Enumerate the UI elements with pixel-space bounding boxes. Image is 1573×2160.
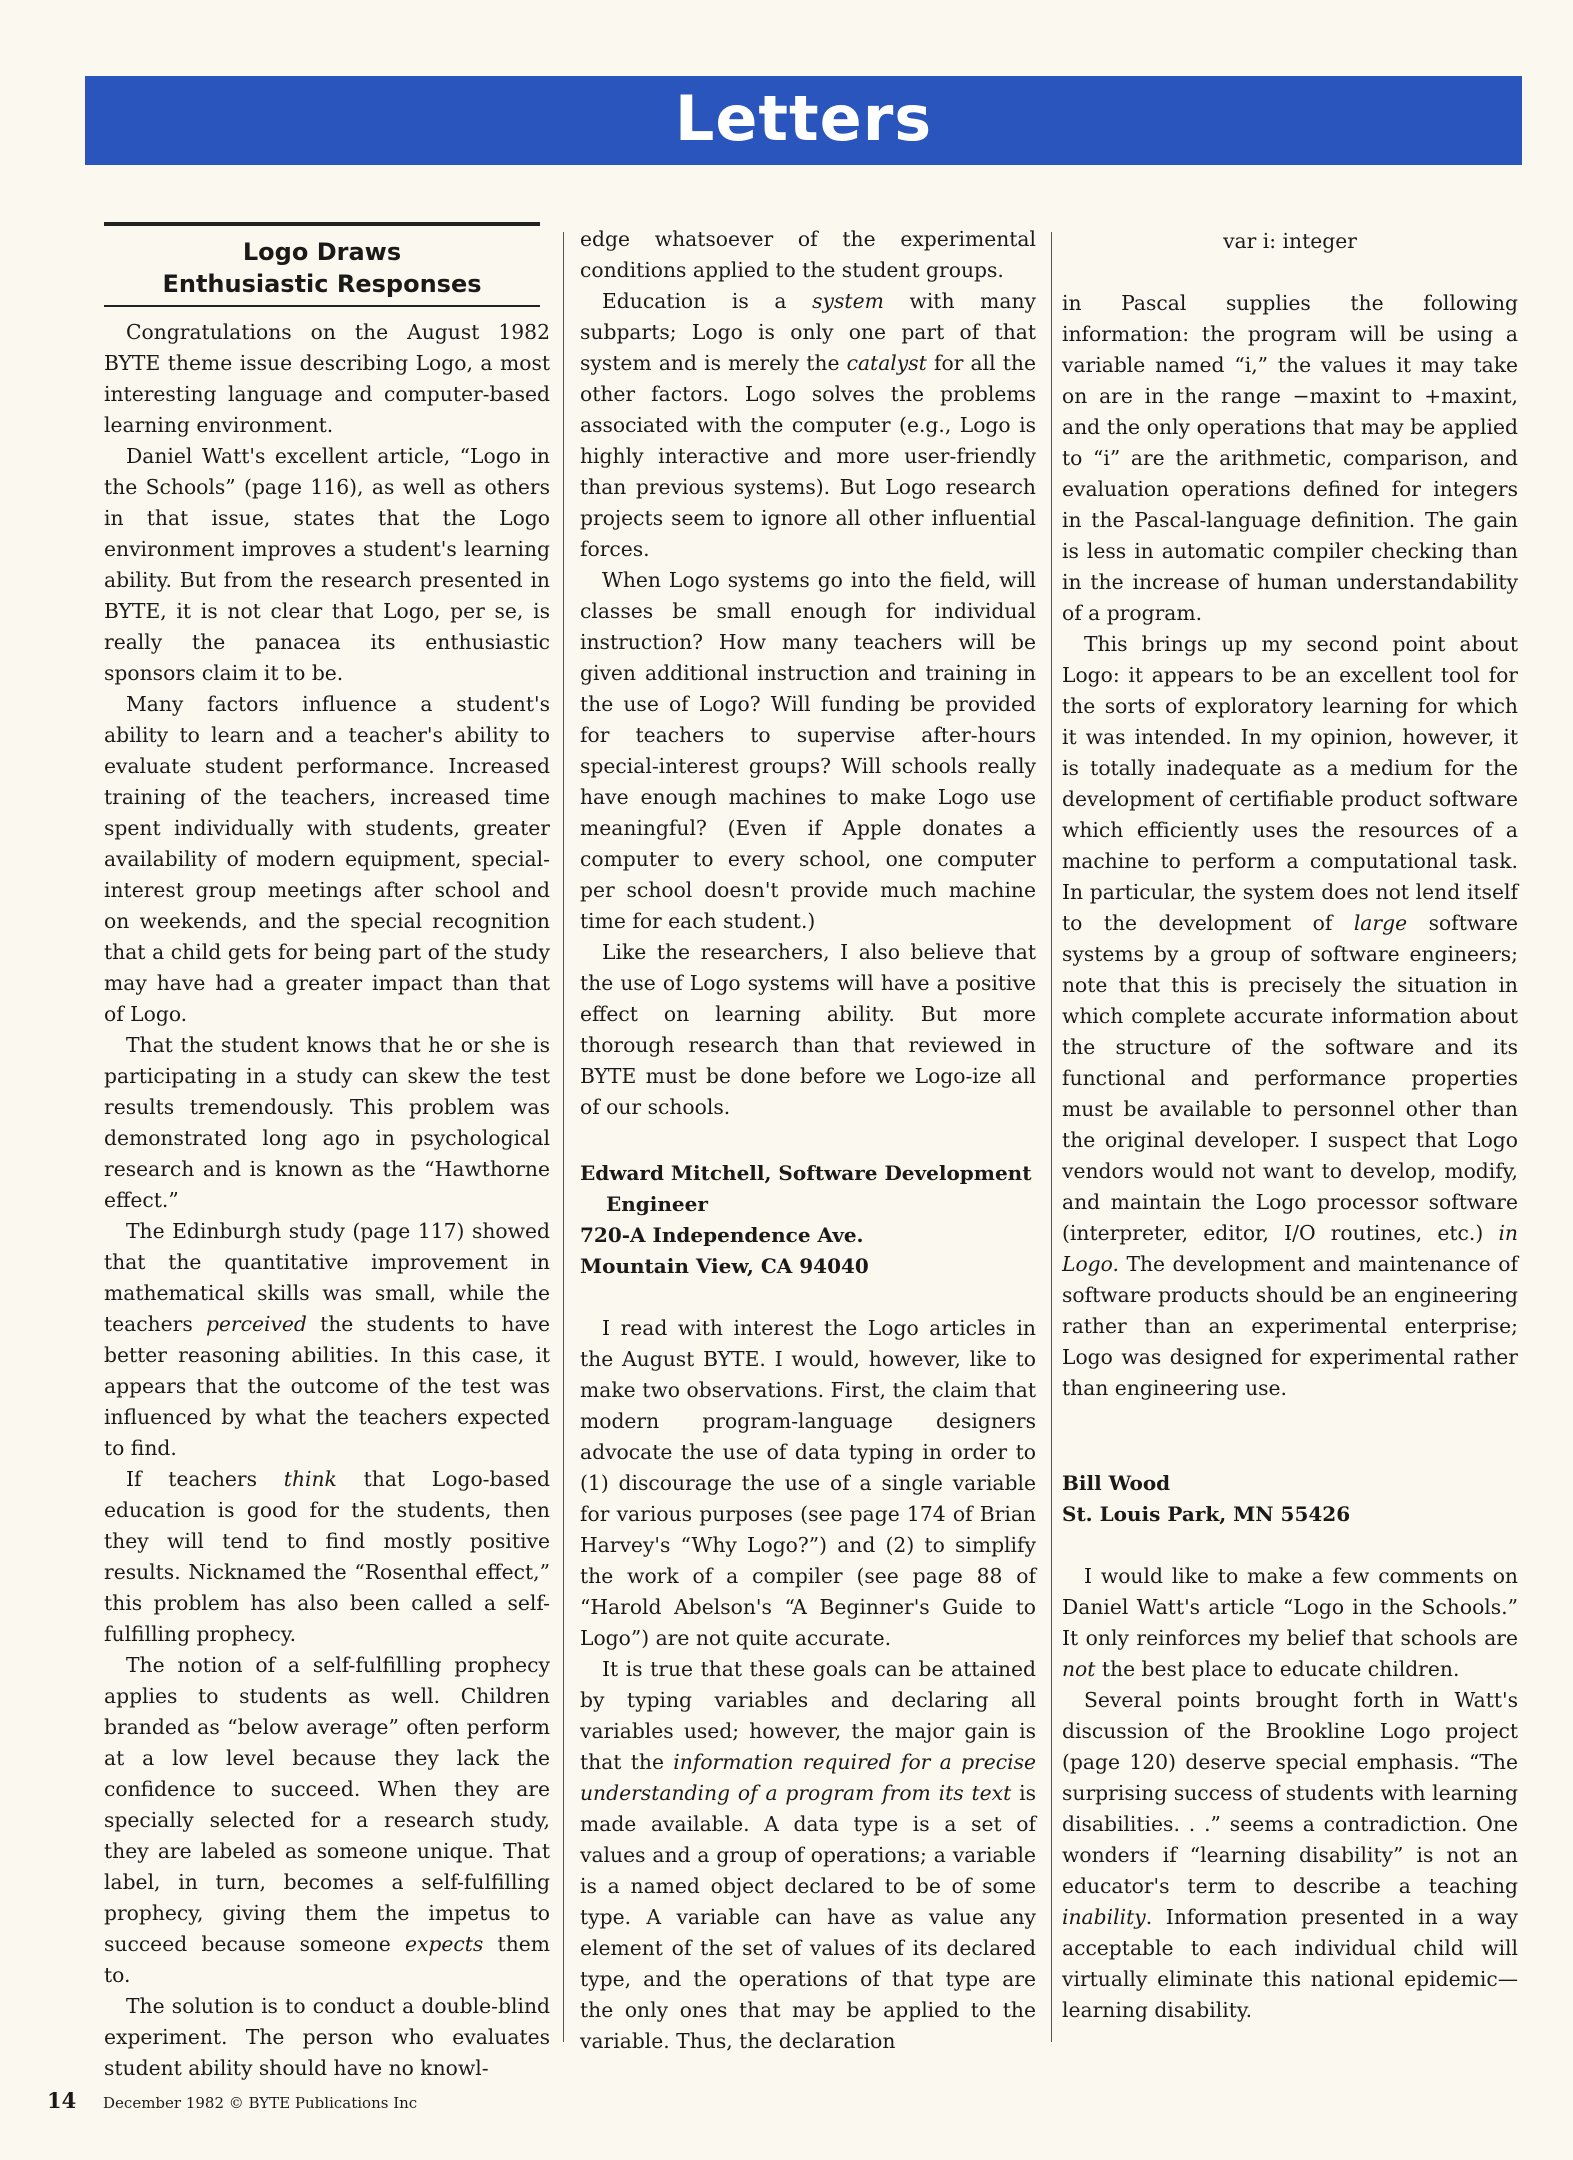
paragraph bbox=[1062, 629, 1518, 1404]
text-run: I would like to make a few comments on Daniel Watt's article “Logo in the Schools.” It only reinforces my belief that schools are bbox=[1062, 1564, 1518, 1650]
signature-title: Engineer bbox=[606, 1192, 708, 1216]
paragraph bbox=[104, 1991, 550, 2084]
letter-2-continued bbox=[1062, 288, 1518, 1404]
paragraph bbox=[1062, 288, 1518, 629]
text-run: The Edinburgh study (page 117) showed that the quantitative improvement in mathematical skills was small, while the teachers bbox=[104, 1219, 550, 1336]
paragraph bbox=[580, 1313, 1036, 1654]
text-run: them to. bbox=[104, 1932, 550, 1987]
emphasized-text: large bbox=[1353, 911, 1408, 935]
paragraph bbox=[580, 1654, 1036, 2057]
signature-name: Edward Mitchell, Software Development bbox=[580, 1161, 1032, 1185]
paragraph bbox=[580, 937, 1036, 1123]
text-run: When Logo systems go into the field, will classes be small enough for individual instruction? How many teachers will be given additional instruction and training in the use of Logo? Will funding be provided for teachers to supervise after-hours special-interest groups? Will schools really have enough machines to make Logo use meaningful? (Even if Apple donates a computer to every school, one computer per school doesn't provide much machine time for each student.) bbox=[580, 568, 1036, 933]
text-run: in Pascal supplies the following information: the program will be using a variable named “i,” the values it may take on are in the range −maxint to +maxint, and the only operations that may be applied to “i” are the arithmetic, comparison, and evaluation operations defined for integers in the Pascal-language definition. The gain is less in automatic compiler checking than in the increase of human understandability of a program. bbox=[1062, 291, 1518, 625]
text-run: software systems by a group of software engineers; note that this is precisely the situation in which complete accurate information about the structure of the software and its functional and performance properties must be available to personnel other than the original developer. I suspect that Logo vendors would not want to develop, modify, and maintain the Logo processor software (interpreter, editor, I/O routines, etc.) bbox=[1062, 911, 1518, 1245]
text-run: the students to have better reasoning abilities. In this case, it appears that the outcome of the test was influenced by what the teachers expected to find. bbox=[104, 1312, 550, 1460]
signature-1 bbox=[580, 1158, 1036, 1282]
text-run: The solution is to conduct a double-blind experiment. The person who evaluates student ability should have no knowl- bbox=[104, 1994, 550, 2080]
emphasized-text: catalyst bbox=[846, 351, 927, 375]
letter-1-continued bbox=[580, 224, 1036, 1123]
text-run: This brings up my second point about Logo: it appears to be an excellent tool for the sorts of exploratory learning for which it was intended. In my opinion, however, it is totally inadequate as a medium for the development of certifiable product software which efficiently uses the resources of a machine to perform a computational task. In particular, the system does not lend itself to the development of bbox=[1062, 632, 1518, 935]
signature-2 bbox=[1062, 1468, 1518, 1530]
emphasized-text: in Logo. bbox=[1062, 1221, 1518, 1276]
page-number: 14 bbox=[47, 2088, 77, 2113]
text-run: Education is a bbox=[602, 289, 813, 313]
text-run: edge whatsoever of the experimental conditions applied to the student groups. bbox=[580, 227, 1036, 282]
heading-line-2: Enthusiastic Responses bbox=[162, 270, 482, 298]
letter-3-body bbox=[1062, 1561, 1518, 2026]
emphasized-text: information required for a precise understanding of a program from its text bbox=[580, 1750, 1036, 1805]
emphasized-text: think bbox=[283, 1467, 337, 1491]
text-run: If teachers bbox=[126, 1467, 284, 1491]
signature-address-line-2: Mountain View, CA 94040 bbox=[580, 1254, 869, 1278]
page-footer bbox=[47, 2088, 417, 2113]
text-run: The notion of a self-fulfilling prophecy applies to students as well. Children branded as “below average” often perform at a low level because they lack the confidence to succeed. When they are specially selected for a research study, they are labeled as someone unique. That label, in turn, becomes a self-fulfilling prophecy, giving them the impetus to succeed because someone bbox=[104, 1653, 550, 1956]
paragraph bbox=[104, 689, 550, 1030]
column-1 bbox=[104, 0, 551, 2080]
text-run: that Logo-based education is good for the students, then they will tend to find mostly positive results. Nicknamed the “Rosenthal effect,” this problem has also been called a self-fulfilling prophecy. bbox=[104, 1467, 551, 1646]
emphasized-text: inability bbox=[1062, 1905, 1146, 1929]
column-divider bbox=[563, 232, 564, 2042]
signature-name: Bill Wood bbox=[1062, 1471, 1171, 1495]
column-3 bbox=[1062, 0, 1518, 2060]
signature-address: St. Louis Park, MN 55426 bbox=[1062, 1502, 1351, 1526]
text-run: with many subparts; Logo is only one part of that system and is merely the bbox=[580, 289, 1037, 375]
text-run: That the student knows that he or she is participating in a study can skew the test results tremendously. This problem was demonstrated long ago in psychological research and is known as the “Hawthorne effect.” bbox=[104, 1033, 550, 1212]
paragraph bbox=[1062, 1685, 1518, 2026]
signature-address-line-1: 720-A Independence Ave. bbox=[580, 1223, 864, 1247]
heading-line-1: Logo Draws bbox=[242, 238, 402, 266]
text-run: Several points brought forth in Watt's discussion of the Brookline Logo project (page 120) deserve special emphasis. “The surprising success of students with learning disabilities. . .” seems a contradiction. One wonders if “learning disability” is not an educator's term to describe a teaching bbox=[1062, 1688, 1518, 1898]
section-title: Letters bbox=[674, 82, 933, 155]
text-run: Many factors influence a student's ability to learn and a teacher's ability to evaluate student performance. Increased training of the teachers, increased time spent individually with students, greater availability of modern equipment, special-interest group meetings after school and on weekends, and the special recognition that a child gets for being part of the study may have had a greater impact than that of Logo. bbox=[104, 692, 550, 1026]
paragraph bbox=[104, 1650, 550, 1991]
text-run: Daniel Watt's excellent article, “Logo in the Schools” (page 116), as well as others in that issue, states that the Logo environment improves a student's learning ability. But from the research presented in BYTE, it is not clear that Logo, per se, is really the panacea its enthusiastic sponsors claim it to be. bbox=[104, 444, 550, 685]
text-run: . Information presented in a way acceptable to each individual child will virtually eliminate this national epidemic—learning disability. bbox=[1062, 1905, 1518, 2022]
paragraph bbox=[104, 441, 550, 689]
letter-2-body bbox=[580, 1313, 1036, 2057]
column-divider bbox=[1051, 232, 1052, 2042]
text-run: The development and maintenance of software products should be an engineering rather than an experimental enterprise; Logo was designed for experimental rather than engineering use. bbox=[1062, 1252, 1518, 1400]
text-run: the best place to educate children. bbox=[1095, 1657, 1460, 1681]
paragraph bbox=[580, 565, 1036, 937]
emphasized-text: perceived bbox=[205, 1312, 307, 1336]
paragraph bbox=[104, 1030, 550, 1216]
paragraph bbox=[104, 1464, 550, 1650]
letter-1-body bbox=[104, 317, 550, 2084]
paragraph bbox=[104, 317, 550, 441]
paragraph bbox=[104, 1216, 550, 1464]
text-run: is made available. A data type is a set of values and a group of operations; a variable is a named object declared to be of some type. A variable can have as value any element of the set of values of its declared type, and the operations of that type are the only ones that may be applied to the variable. Thus, the declaration bbox=[580, 1781, 1036, 2053]
text-run: Like the researchers, I also believe that the use of Logo systems will have a positive effect on learning ability. But more thorough research than that reviewed in BYTE must be done before we Logo-ize all of our schools. bbox=[580, 940, 1036, 1119]
code-declaration: var i: integer bbox=[1223, 229, 1357, 253]
paragraph bbox=[1062, 1561, 1518, 1685]
emphasized-text: system bbox=[812, 289, 884, 313]
text-run: I read with interest the Logo articles in the August BYTE. I would, however, like to make two observations. First, the claim that modern program-language designers advocate the use of data typing in order to (1) discourage the use of a single variable for various purposes (see page 174 of Brian Harvey's “Why Logo?”) and (2) to simplify the work of a compiler (see page 88 of “Harold Abelson's “A Beginner's Guide to Logo”) are not quite accurate. bbox=[580, 1316, 1036, 1650]
column-2 bbox=[580, 0, 1036, 2060]
emphasized-text: not bbox=[1062, 1657, 1096, 1681]
paragraph bbox=[580, 224, 1036, 286]
text-run: Congratulations on the August 1982 BYTE theme issue describing Logo, a most interesting language and computer-based learning environment. bbox=[104, 320, 550, 437]
text-run: It is true that these goals can be attained by typing variables and declaring all variables used; however, the major gain is that the bbox=[580, 1657, 1036, 1774]
text-run: for all the other factors. Logo solves the problems associated with the computer (e.g., Logo is highly interactive and more user-friendly than previous systems). But Logo research projects seem to ignore all other influential forces. bbox=[580, 351, 1036, 561]
footer-credit: December 1982 © BYTE Publications Inc bbox=[103, 2094, 418, 2112]
paragraph bbox=[580, 286, 1036, 565]
emphasized-text: expects bbox=[404, 1932, 484, 1956]
